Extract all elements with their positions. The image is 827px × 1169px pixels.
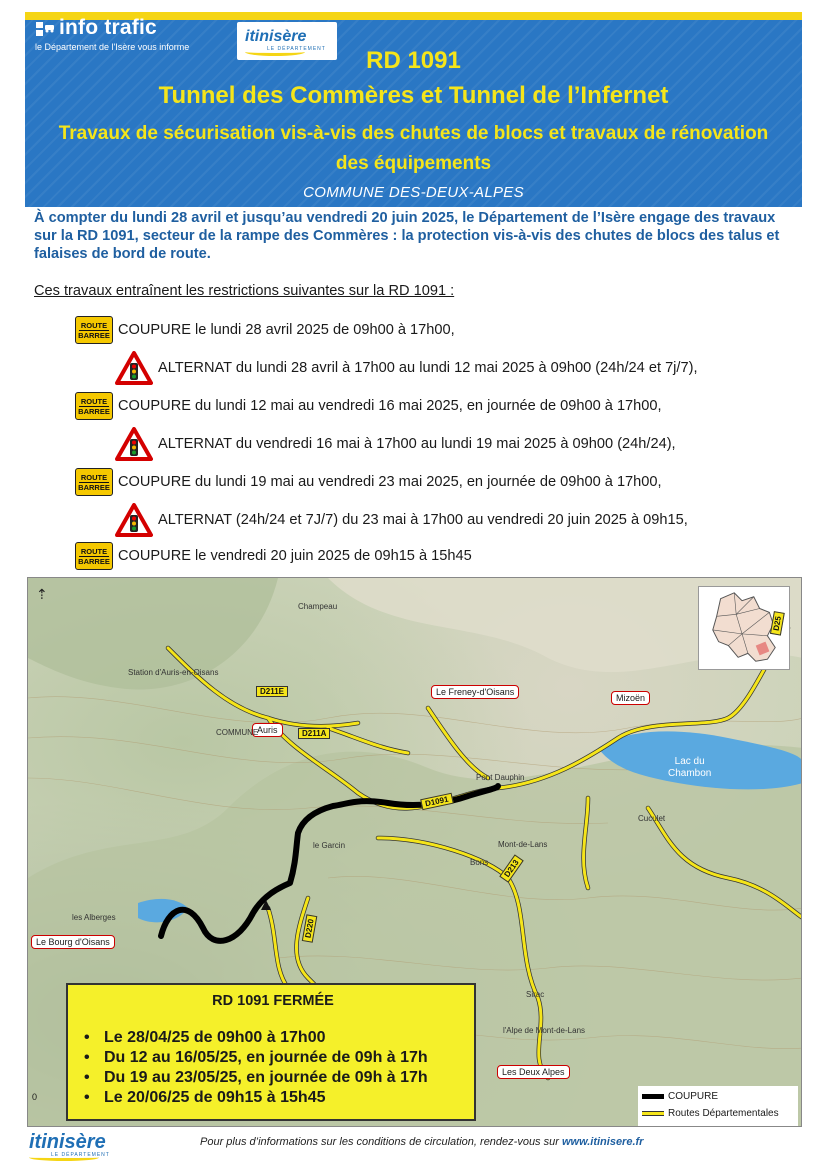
road-label-d25: D25: [770, 611, 785, 635]
map-text-pont-dauphin: Pont Dauphin: [476, 773, 525, 782]
footer-logo-sub: LE DÉPARTEMENT: [51, 1152, 110, 1158]
map-text-cuculet: Cuculet: [638, 814, 666, 823]
restriction-text: COUPURE le vendredi 20 juin 2025 de 09h15 à 15h45: [118, 548, 472, 564]
route-barree-sign-icon: [75, 316, 113, 344]
road-label-d211e: D211E: [256, 686, 288, 697]
itinisere-logo-sub: LE DÉPARTEMENT: [267, 46, 326, 52]
map-text-champeau: Champeau: [298, 602, 338, 611]
road-label-d220: D220: [302, 914, 318, 943]
itinisere-logo-text: itinisère: [245, 28, 307, 45]
footer-itinisere-logo[interactable]: [27, 1130, 122, 1162]
page-title: Tunnel des Commères et Tunnel de l’Infernet: [158, 82, 669, 109]
map-text-sirac: Sirac: [526, 990, 545, 999]
map-text-mont-de-lans: Mont-de-Lans: [498, 840, 548, 849]
sign-text-barree: BARREE: [78, 482, 110, 492]
sign-text-route: ROUTE: [80, 546, 108, 556]
legend-row-coupure: [642, 1091, 718, 1102]
restriction-text: COUPURE du lundi 12 mai au vendredi 16 mai 2025, en journée de 09h00 à 17h00,: [118, 398, 662, 414]
restriction-text: ALTERNAT (24h/24 et 7J/7) du 23 mai à 17h00 au vendredi 20 juin 2025 à 09h15,: [158, 512, 688, 528]
map-legend: [638, 1086, 798, 1126]
closure-box: [66, 983, 476, 1121]
place-deux-alpes: Les Deux Alpes: [497, 1065, 570, 1079]
footer-sentence: Pour plus d’informations sur les conditions de circulation, rendez-vous sur: [200, 1136, 562, 1148]
map-text-bons: Bons: [470, 858, 489, 867]
restriction-coupure: [75, 467, 662, 497]
restriction-coupure: [75, 541, 472, 571]
closure-list: [80, 1028, 428, 1108]
map-text-alberges: les Alberges: [72, 913, 116, 922]
closure-item: • Du 12 au 16/05/25, en journée de 09h à 17h: [80, 1048, 428, 1068]
intro-paragraph: À compter du lundi 28 avril et jusqu’au vendredi 20 juin 2025, le Département de l’Isère engage des travaux sur la RD 1091, secteur de la rampe des Commères : la protection vis-à-vis des chutes de blocs des talus et falaises de bord de route.: [34, 210, 780, 262]
restriction-text: ALTERNAT du vendredi 16 mai à 17h00 au lundi 19 mai 2025 à 09h00 (24h/24),: [158, 436, 676, 452]
info-trafic-tagline: le Département de l'Isère vous informe: [35, 42, 190, 52]
restriction-coupure: [75, 391, 662, 421]
north-arrow-icon: ⇡: [36, 586, 48, 602]
route-barree-sign-icon: [75, 392, 113, 420]
info-trafic-title: info trafic: [59, 16, 157, 39]
place-bourg-oisans: Le Bourg d'Oisans: [31, 935, 115, 949]
map-text-station: Station d'Auris-en-Oisans: [128, 668, 219, 677]
route-barree-sign-icon: [75, 542, 113, 570]
commune-label: COMMUNE DES-DEUX-ALPES: [303, 184, 524, 201]
restriction-alternat: [115, 429, 676, 459]
scale-zero: 0: [32, 1092, 38, 1102]
road-label-d1091: D1091: [420, 793, 453, 810]
map[interactable]: [27, 577, 802, 1127]
legend-swatch-routes: [642, 1111, 664, 1116]
road-label-d211a: D211A: [298, 728, 330, 739]
header-banner: [25, 12, 802, 207]
restriction-text: ALTERNAT du lundi 28 avril à 17h00 au lundi 12 mai 2025 à 09h00 (24h/24 et 7j/7),: [158, 360, 698, 376]
restriction-alternat: [115, 505, 688, 535]
place-le-freney: Le Freney-d'Oisans: [431, 685, 519, 699]
restriction-text: COUPURE du lundi 19 mai au vendredi 23 mai 2025, en journée de 09h00 à 17h00,: [118, 474, 662, 490]
place-auris: Auris: [252, 723, 283, 737]
traffic-light-warning-icon: [115, 427, 153, 461]
sign-text-barree: BARREE: [78, 406, 110, 416]
closure-title: RD 1091 FERMÉE: [212, 993, 334, 1009]
map-text-alpe: l'Alpe de Mont-de-Lans: [503, 1026, 586, 1035]
sign-text-route: ROUTE: [80, 472, 108, 482]
restrictions-heading: Ces travaux entraînent les restrictions suivantes sur la RD 1091 :: [34, 283, 455, 299]
page-subtitle: Travaux de sécurisation vis-à-vis des chutes de blocs et travaux de rénovation des équipements: [58, 123, 769, 174]
restriction-text: COUPURE le lundi 28 avril 2025 de 09h00 à 17h00,: [118, 322, 455, 338]
footer-text: [200, 1136, 643, 1148]
road-label-d213: D213: [499, 854, 524, 883]
sign-text-route: ROUTE: [80, 320, 108, 330]
closure-item: • Du 19 au 23/05/25, en journée de 09h à 17h: [80, 1068, 428, 1088]
closure-item: • Le 20/06/25 de 09h15 à 15h45: [80, 1088, 428, 1108]
sign-text-barree: BARREE: [78, 556, 110, 566]
legend-swatch-coupure: [642, 1094, 664, 1099]
traffic-light-warning-icon: [115, 351, 153, 385]
footer-logo-text: itinisère: [29, 1131, 106, 1153]
map-text-lac: Lac du Chambon: [668, 756, 712, 779]
footer-link[interactable]: www.itinisere.fr: [561, 1136, 644, 1148]
car-icon: [35, 20, 55, 38]
road-number: RD 1091: [366, 47, 461, 74]
legend-label-coupure: COUPURE: [668, 1091, 719, 1102]
sign-text-barree: BARREE: [78, 330, 110, 340]
traffic-light-warning-icon: [115, 503, 153, 537]
legend-row-routes: [642, 1108, 779, 1119]
map-text-commune: COMMUNE: [216, 728, 259, 737]
sign-text-route: ROUTE: [80, 396, 108, 406]
route-barree-sign-icon: [75, 468, 113, 496]
place-mizoen: Mizoën: [611, 691, 650, 705]
map-text-garcin: le Garcin: [313, 841, 346, 850]
closure-item: • Le 28/04/25 de 09h00 à 17h00: [80, 1028, 428, 1048]
legend-label-routes: Routes Départementales: [668, 1108, 779, 1119]
restriction-coupure: [75, 315, 455, 345]
restriction-alternat: [115, 353, 698, 383]
